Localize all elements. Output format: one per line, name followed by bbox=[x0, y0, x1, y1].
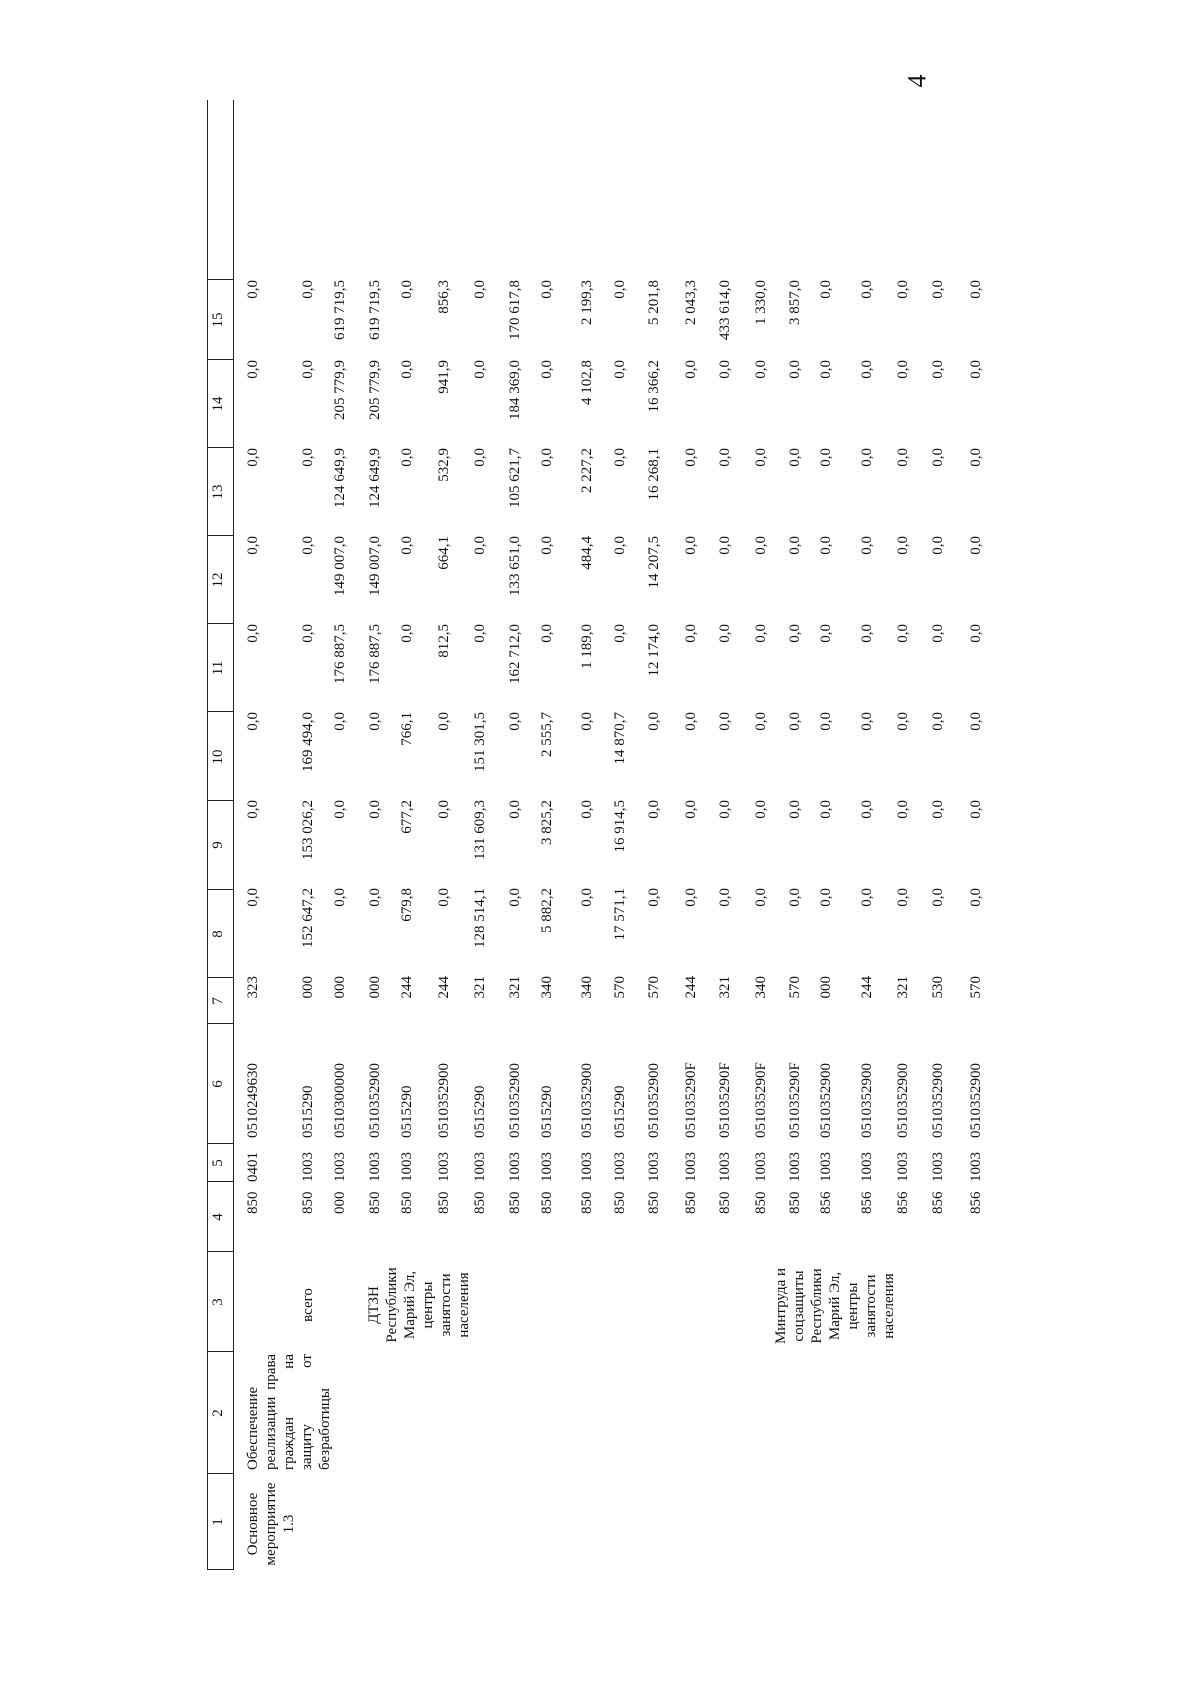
cell-csr: 051035290F bbox=[683, 1062, 699, 1138]
column-number: 13 bbox=[210, 484, 226, 500]
cell-v12: 0,0 bbox=[300, 536, 316, 555]
cell-v8: 0,0 bbox=[245, 888, 261, 907]
header-divider bbox=[207, 977, 233, 978]
cell-v8: 5 882,2 bbox=[539, 888, 555, 933]
header-divider bbox=[207, 447, 233, 448]
cell-v15: 0,0 bbox=[895, 280, 911, 299]
cell-vr: 570 bbox=[646, 976, 662, 999]
cell-csr: 051035290F bbox=[787, 1062, 803, 1138]
cell-v14: 0,0 bbox=[683, 360, 699, 379]
cell-v13: 0,0 bbox=[717, 448, 733, 467]
cell-v13: 0,0 bbox=[753, 448, 769, 467]
cell-v14: 0,0 bbox=[859, 360, 875, 379]
cell-v14: 0,0 bbox=[787, 360, 803, 379]
cell-v9: 677,2 bbox=[399, 800, 415, 834]
cell-v10: 766,1 bbox=[399, 712, 415, 746]
cell-v15: 619 719,5 bbox=[367, 280, 383, 340]
cell-rzpr: 1003 bbox=[818, 1152, 834, 1182]
cell-v14: 0,0 bbox=[753, 360, 769, 379]
cell-vr: 000 bbox=[367, 976, 383, 999]
cell-v15: 2 199,3 bbox=[579, 280, 595, 325]
cell-grbs: 850 bbox=[472, 1191, 488, 1214]
cell-v14: 941,9 bbox=[436, 360, 452, 394]
column-number: 1 bbox=[210, 1518, 226, 1526]
cell-v12: 0,0 bbox=[753, 536, 769, 555]
cell-v10: 0,0 bbox=[436, 712, 452, 731]
cell-v14: 0,0 bbox=[300, 360, 316, 379]
cell-v11: 162 712,0 bbox=[507, 624, 523, 684]
cell-v15: 0,0 bbox=[245, 280, 261, 299]
cell-v12: 133 651,0 bbox=[507, 536, 523, 596]
cell-v14: 205 779,9 bbox=[367, 360, 383, 420]
cell-v8: 0,0 bbox=[507, 888, 523, 907]
cell-v9: 0,0 bbox=[436, 800, 452, 819]
cell-v10: 0,0 bbox=[646, 712, 662, 731]
cell-v14: 184 369,0 bbox=[507, 360, 523, 420]
cell-v11: 0,0 bbox=[683, 624, 699, 643]
column-number: 7 bbox=[210, 997, 226, 1005]
cell-csr: 0510352900 bbox=[818, 1063, 834, 1138]
cell-v8: 0,0 bbox=[683, 888, 699, 907]
cell-v13: 0,0 bbox=[930, 448, 946, 467]
cell-v11: 176 887,5 bbox=[367, 624, 383, 684]
cell-v12: 0,0 bbox=[818, 536, 834, 555]
cell-v8: 0,0 bbox=[579, 888, 595, 907]
cell-v13: 0,0 bbox=[612, 448, 628, 467]
cell-v14: 4 102,8 bbox=[579, 360, 595, 405]
cell-vr: 323 bbox=[245, 976, 261, 999]
cell-rzpr: 1003 bbox=[472, 1152, 488, 1182]
cell-v9: 0,0 bbox=[367, 800, 383, 819]
cell-v13: 124 649,9 bbox=[367, 448, 383, 508]
cell-v14: 0,0 bbox=[717, 360, 733, 379]
cell-grbs: 856 bbox=[895, 1191, 911, 1214]
cell-vr: 321 bbox=[895, 976, 911, 999]
header-divider bbox=[207, 1181, 233, 1182]
cell-v10: 0,0 bbox=[507, 712, 523, 731]
cell-vr: 570 bbox=[968, 976, 984, 999]
cell-v9: 0,0 bbox=[787, 800, 803, 819]
column-number: 9 bbox=[210, 841, 226, 849]
header-divider bbox=[207, 1143, 233, 1144]
cell-csr: 0510352900 bbox=[367, 1063, 383, 1138]
cell-v9: 0,0 bbox=[717, 800, 733, 819]
cell-v15: 0,0 bbox=[968, 280, 984, 299]
cell-rzpr: 1003 bbox=[579, 1152, 595, 1182]
cell-v9: 0,0 bbox=[332, 800, 348, 819]
cell-vr: 530 bbox=[930, 976, 946, 999]
cell-v8: 0,0 bbox=[968, 888, 984, 907]
cell-v10: 0,0 bbox=[332, 712, 348, 731]
cell-v13: 0,0 bbox=[859, 448, 875, 467]
cell-vr: 000 bbox=[332, 976, 348, 999]
cell-v14: 0,0 bbox=[472, 360, 488, 379]
cell-v13: 2 227,2 bbox=[579, 448, 595, 493]
cell-vr: 000 bbox=[300, 976, 316, 999]
header-divider bbox=[207, 1251, 233, 1252]
cell-v11: 0,0 bbox=[472, 624, 488, 643]
cell-v10: 0,0 bbox=[717, 712, 733, 731]
cell-rzpr: 1003 bbox=[646, 1152, 662, 1182]
cell-v8: 679,8 bbox=[399, 888, 415, 922]
cell-v10: 0,0 bbox=[930, 712, 946, 731]
cell-vr: 321 bbox=[507, 976, 523, 999]
cell-v8: 0,0 bbox=[717, 888, 733, 907]
column-number: 11 bbox=[210, 660, 226, 676]
cell-v9: 153 026,2 bbox=[300, 800, 316, 860]
cell-v10: 0,0 bbox=[968, 712, 984, 731]
column-number: 2 bbox=[210, 1409, 226, 1417]
cell-v15: 2 043,3 bbox=[683, 280, 699, 325]
cell-v11: 812,5 bbox=[436, 624, 452, 658]
cell-v10: 0,0 bbox=[367, 712, 383, 731]
cell-v15: 0,0 bbox=[399, 280, 415, 299]
cell-csr: 051035290F bbox=[753, 1062, 769, 1138]
cell-v13: 16 268,1 bbox=[646, 448, 662, 501]
cell-v15: 0,0 bbox=[859, 280, 875, 299]
cell-v9: 0,0 bbox=[895, 800, 911, 819]
cell-v15: 0,0 bbox=[818, 280, 834, 299]
cell-v10: 0,0 bbox=[787, 712, 803, 731]
table-top-rule bbox=[207, 100, 208, 1570]
cell-v15: 0,0 bbox=[472, 280, 488, 299]
cell-v8: 0,0 bbox=[753, 888, 769, 907]
cell-v11: 0,0 bbox=[787, 624, 803, 643]
cell-v13: 105 621,7 bbox=[507, 448, 523, 508]
cell-v12: 149 007,0 bbox=[367, 536, 383, 596]
cell-v12: 0,0 bbox=[683, 536, 699, 555]
column-number: 6 bbox=[210, 1080, 226, 1088]
cell-rzpr: 1003 bbox=[787, 1152, 803, 1182]
cell-grbs: 850 bbox=[646, 1191, 662, 1214]
cell-v14: 0,0 bbox=[399, 360, 415, 379]
cell-v15: 0,0 bbox=[300, 280, 316, 299]
cell-v10: 2 555,7 bbox=[539, 712, 555, 757]
cell-v13: 0,0 bbox=[300, 448, 316, 467]
cell-vr: 000 bbox=[818, 976, 834, 999]
cell-v15: 856,3 bbox=[436, 280, 452, 314]
cell-vr: 340 bbox=[753, 976, 769, 999]
column-number: 5 bbox=[210, 1159, 226, 1167]
cell-csr: 0515290 bbox=[539, 1085, 555, 1138]
cell-v8: 0,0 bbox=[332, 888, 348, 907]
cell-rzpr: 1003 bbox=[753, 1152, 769, 1182]
cell-v10: 0,0 bbox=[818, 712, 834, 731]
cell-rzpr: 1003 bbox=[859, 1152, 875, 1182]
cell-v8: 0,0 bbox=[930, 888, 946, 907]
cell-vr: 570 bbox=[612, 976, 628, 999]
cell-v11: 0,0 bbox=[717, 624, 733, 643]
cell-v13: 0,0 bbox=[895, 448, 911, 467]
cell-v9: 0,0 bbox=[646, 800, 662, 819]
measure-label: Основное мероприятие 1.3 bbox=[245, 1482, 297, 1566]
header-divider bbox=[207, 1023, 233, 1024]
cell-v13: 0,0 bbox=[399, 448, 415, 467]
cell-v9: 3 825,2 bbox=[539, 800, 555, 845]
cell-v12: 0,0 bbox=[245, 536, 261, 555]
header-bottom-rule bbox=[233, 100, 234, 1570]
cell-v11: 0,0 bbox=[895, 624, 911, 643]
cell-v13: 0,0 bbox=[539, 448, 555, 467]
cell-vr: 244 bbox=[399, 976, 415, 999]
executor-mintrud: Минтруда и соцзащиты Республики Марий Эл, центры занятости населения bbox=[773, 1267, 897, 1345]
cell-csr: 0510352900 bbox=[895, 1063, 911, 1138]
cell-rzpr: 1003 bbox=[612, 1152, 628, 1182]
header-divider bbox=[207, 535, 233, 536]
cell-rzpr: 1003 bbox=[895, 1152, 911, 1182]
cell-v11: 0,0 bbox=[968, 624, 984, 643]
cell-csr: 0510352900 bbox=[579, 1063, 595, 1138]
cell-grbs: 850 bbox=[787, 1191, 803, 1214]
cell-v12: 0,0 bbox=[539, 536, 555, 555]
cell-v14: 0,0 bbox=[245, 360, 261, 379]
cell-csr: 0515290 bbox=[399, 1085, 415, 1138]
cell-v8: 152 647,2 bbox=[300, 888, 316, 948]
column-number: 15 bbox=[210, 312, 226, 328]
cell-v10: 151 301,5 bbox=[472, 712, 488, 772]
cell-v11: 12 174,0 bbox=[646, 624, 662, 677]
cell-v12: 0,0 bbox=[612, 536, 628, 555]
cell-v14: 0,0 bbox=[539, 360, 555, 379]
cell-v12: 0,0 bbox=[787, 536, 803, 555]
cell-v9: 0,0 bbox=[245, 800, 261, 819]
cell-v9: 131 609,3 bbox=[472, 800, 488, 860]
cell-rzpr: 1003 bbox=[300, 1152, 316, 1182]
cell-v14: 0,0 bbox=[818, 360, 834, 379]
column-number: 8 bbox=[210, 930, 226, 938]
cell-v11: 0,0 bbox=[399, 624, 415, 643]
header-divider bbox=[207, 1569, 233, 1570]
cell-v15: 5 201,8 bbox=[646, 280, 662, 325]
cell-v11: 0,0 bbox=[753, 624, 769, 643]
cell-v8: 0,0 bbox=[646, 888, 662, 907]
cell-v12: 0,0 bbox=[895, 536, 911, 555]
cell-v11: 0,0 bbox=[612, 624, 628, 643]
cell-v9: 0,0 bbox=[683, 800, 699, 819]
cell-csr: 0510352900 bbox=[968, 1063, 984, 1138]
cell-v13: 532,9 bbox=[436, 448, 452, 482]
cell-v10: 0,0 bbox=[579, 712, 595, 731]
header-divider bbox=[207, 279, 233, 280]
cell-v12: 149 007,0 bbox=[332, 536, 348, 596]
cell-v15: 170 617,8 bbox=[507, 280, 523, 340]
cell-v12: 14 207,5 bbox=[646, 536, 662, 589]
cell-v13: 0,0 bbox=[968, 448, 984, 467]
cell-csr: 0510352900 bbox=[930, 1063, 946, 1138]
cell-csr: 051035290F bbox=[717, 1062, 733, 1138]
cell-rzpr: 1003 bbox=[507, 1152, 523, 1182]
cell-grbs: 850 bbox=[579, 1191, 595, 1214]
column-number: 14 bbox=[210, 396, 226, 412]
cell-v13: 0,0 bbox=[787, 448, 803, 467]
cell-v8: 0,0 bbox=[818, 888, 834, 907]
cell-grbs: 856 bbox=[930, 1191, 946, 1214]
cell-vr: 244 bbox=[436, 976, 452, 999]
cell-grbs: 850 bbox=[245, 1191, 261, 1214]
cell-v11: 0,0 bbox=[930, 624, 946, 643]
cell-vr: 570 bbox=[787, 976, 803, 999]
cell-csr: 0515290 bbox=[300, 1085, 316, 1138]
cell-rzpr: 1003 bbox=[539, 1152, 555, 1182]
cell-grbs: 856 bbox=[818, 1191, 834, 1214]
cell-csr: 0515290 bbox=[612, 1085, 628, 1138]
cell-v13: 124 649,9 bbox=[332, 448, 348, 508]
header-divider bbox=[207, 1351, 233, 1352]
cell-v15: 0,0 bbox=[612, 280, 628, 299]
cell-v15: 3 857,0 bbox=[787, 280, 803, 325]
cell-vr: 321 bbox=[472, 976, 488, 999]
cell-v15: 0,0 bbox=[539, 280, 555, 299]
cell-rzpr: 1003 bbox=[399, 1152, 415, 1182]
cell-v15: 619 719,5 bbox=[332, 280, 348, 340]
cell-v10: 14 870,7 bbox=[612, 712, 628, 765]
cell-rzpr: 1003 bbox=[930, 1152, 946, 1182]
cell-rzpr: 1003 bbox=[968, 1152, 984, 1182]
cell-v11: 0,0 bbox=[539, 624, 555, 643]
cell-v10: 169 494,0 bbox=[300, 712, 316, 772]
cell-grbs: 850 bbox=[300, 1191, 316, 1214]
cell-rzpr: 1003 bbox=[436, 1152, 452, 1182]
cell-v9: 0,0 bbox=[753, 800, 769, 819]
cell-csr: 0510352900 bbox=[859, 1063, 875, 1138]
cell-vr: 244 bbox=[859, 976, 875, 999]
cell-v8: 128 514,1 bbox=[472, 888, 488, 948]
cell-rzpr: 0401 bbox=[245, 1152, 261, 1182]
cell-v8: 17 571,1 bbox=[612, 888, 628, 941]
header-divider bbox=[207, 359, 233, 360]
cell-v15: 1 330,0 bbox=[753, 280, 769, 325]
header-divider bbox=[207, 623, 233, 624]
cell-v13: 0,0 bbox=[472, 448, 488, 467]
cell-rzpr: 1003 bbox=[367, 1152, 383, 1182]
cell-v14: 0,0 bbox=[968, 360, 984, 379]
cell-v12: 0,0 bbox=[717, 536, 733, 555]
header-divider bbox=[207, 800, 233, 801]
cell-v10: 0,0 bbox=[895, 712, 911, 731]
cell-v10: 0,0 bbox=[753, 712, 769, 731]
cell-v8: 0,0 bbox=[367, 888, 383, 907]
cell-v12: 0,0 bbox=[472, 536, 488, 555]
cell-v11: 0,0 bbox=[300, 624, 316, 643]
column-number: 10 bbox=[210, 749, 226, 765]
cell-v14: 0,0 bbox=[612, 360, 628, 379]
cell-v11: 0,0 bbox=[818, 624, 834, 643]
cell-v9: 0,0 bbox=[930, 800, 946, 819]
cell-csr: 0515290 bbox=[472, 1085, 488, 1138]
cell-v13: 0,0 bbox=[683, 448, 699, 467]
cell-vr: 340 bbox=[539, 976, 555, 999]
cell-v9: 0,0 bbox=[507, 800, 523, 819]
executor-dtzn: ДТЗН Республики Марий Эл, центры занятости населения bbox=[366, 1267, 472, 1343]
cell-v13: 0,0 bbox=[245, 448, 261, 467]
cell-grbs: 850 bbox=[367, 1191, 383, 1214]
cell-rzpr: 1003 bbox=[683, 1152, 699, 1182]
cell-v15: 0,0 bbox=[930, 280, 946, 299]
cell-grbs: 850 bbox=[436, 1191, 452, 1214]
cell-v14: 0,0 bbox=[895, 360, 911, 379]
cell-v9: 0,0 bbox=[968, 800, 984, 819]
cell-v13: 0,0 bbox=[818, 448, 834, 467]
cell-v11: 0,0 bbox=[859, 624, 875, 643]
cell-v12: 0,0 bbox=[859, 536, 875, 555]
column-number: 12 bbox=[210, 572, 226, 588]
cell-grbs: 850 bbox=[753, 1191, 769, 1214]
cell-v14: 205 779,9 bbox=[332, 360, 348, 420]
cell-v10: 0,0 bbox=[683, 712, 699, 731]
cell-grbs: 850 bbox=[612, 1191, 628, 1214]
page-number: 4 bbox=[902, 74, 932, 88]
cell-v12: 0,0 bbox=[399, 536, 415, 555]
cell-csr: 0510352900 bbox=[507, 1063, 523, 1138]
cell-vr: 340 bbox=[579, 976, 595, 999]
cell-v11: 176 887,5 bbox=[332, 624, 348, 684]
cell-v8: 0,0 bbox=[787, 888, 803, 907]
cell-grbs: 856 bbox=[968, 1191, 984, 1214]
cell-v9: 16 914,5 bbox=[612, 800, 628, 853]
cell-grbs: 850 bbox=[717, 1191, 733, 1214]
cell-v12: 0,0 bbox=[930, 536, 946, 555]
cell-v10: 0,0 bbox=[859, 712, 875, 731]
cell-v11: 0,0 bbox=[245, 624, 261, 643]
cell-v12: 0,0 bbox=[968, 536, 984, 555]
cell-v8: 0,0 bbox=[436, 888, 452, 907]
cell-v15: 433 614,0 bbox=[717, 280, 733, 340]
cell-csr: 0510249630 bbox=[245, 1063, 261, 1138]
cell-v14: 0,0 bbox=[930, 360, 946, 379]
cell-rzpr: 1003 bbox=[717, 1152, 733, 1182]
cell-v8: 0,0 bbox=[859, 888, 875, 907]
column-number: 4 bbox=[210, 1213, 226, 1221]
cell-v9: 0,0 bbox=[818, 800, 834, 819]
cell-v14: 16 366,2 bbox=[646, 360, 662, 413]
header-divider bbox=[207, 711, 233, 712]
rotated-table bbox=[207, 100, 1007, 1570]
cell-vr: 321 bbox=[717, 976, 733, 999]
executor-total: всего bbox=[300, 1288, 316, 1322]
cell-grbs: 856 bbox=[859, 1191, 875, 1214]
cell-v11: 1 189,0 bbox=[579, 624, 595, 669]
column-number: 3 bbox=[210, 1298, 226, 1306]
cell-grbs: 850 bbox=[683, 1191, 699, 1214]
header-divider bbox=[207, 889, 233, 890]
cell-v10: 0,0 bbox=[245, 712, 261, 731]
cell-rzpr: 1003 bbox=[332, 1152, 348, 1182]
cell-grbs: 850 bbox=[507, 1191, 523, 1214]
cell-csr: 0510352900 bbox=[436, 1063, 452, 1138]
cell-grbs: 850 bbox=[539, 1191, 555, 1214]
cell-v12: 484,4 bbox=[579, 536, 595, 570]
cell-grbs: 000 bbox=[332, 1191, 348, 1214]
cell-v9: 0,0 bbox=[579, 800, 595, 819]
cell-csr: 0510352900 bbox=[646, 1063, 662, 1138]
cell-v8: 0,0 bbox=[895, 888, 911, 907]
cell-vr: 244 bbox=[683, 976, 699, 999]
measure-title: Обеспечение реализации права граждан на защиту от безработицы bbox=[245, 1354, 333, 1470]
cell-v12: 664,1 bbox=[436, 536, 452, 570]
cell-csr: 0510300000 bbox=[332, 1063, 348, 1138]
cell-v9: 0,0 bbox=[859, 800, 875, 819]
header-divider bbox=[207, 1473, 233, 1474]
cell-grbs: 850 bbox=[399, 1191, 415, 1214]
